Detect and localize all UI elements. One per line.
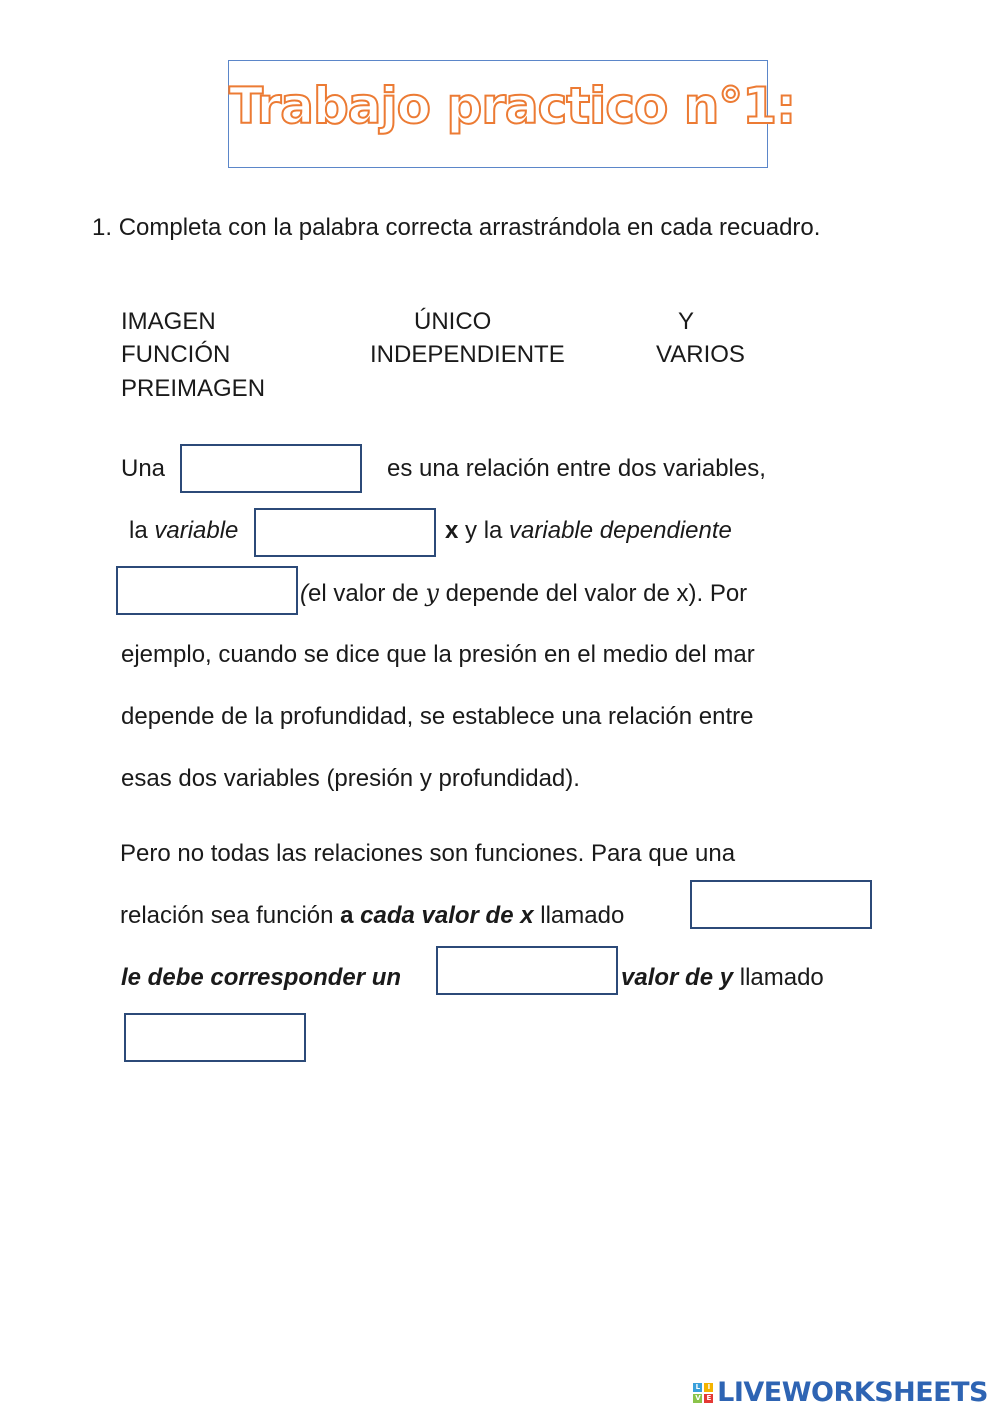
text-line: esas dos variables (presión y profundidad).	[121, 765, 580, 792]
text-line: (el valor de y depende del valor de x). Por	[300, 579, 748, 607]
text-line: Una	[121, 455, 166, 482]
liveworksheets-logo	[693, 1377, 988, 1408]
drop-box-4[interactable]	[690, 880, 872, 929]
instruction-text: Completa con la palabra correcta arrastrándola en cada recuadro.	[118, 214, 821, 241]
word-bank-item[interactable]: PREIMAGEN	[121, 375, 266, 402]
drop-box-6[interactable]	[124, 1013, 306, 1062]
word-bank-item[interactable]: INDEPENDIENTE	[370, 341, 565, 368]
text-line: es una relación entre dos variables,	[387, 455, 766, 482]
logo-grid-icon: L I V E	[693, 1383, 713, 1403]
title-box	[228, 60, 796, 168]
text-line: relación sea función a cada valor de x llamado	[120, 902, 625, 929]
text-line: le debe corresponder un	[121, 964, 402, 991]
drop-box-5[interactable]	[436, 946, 618, 995]
text-line: x y la variable dependiente	[445, 517, 732, 544]
text-line: depende de la profundidad, se establece una relación entre	[121, 703, 754, 730]
text-line: valor de y llamado	[621, 964, 824, 991]
instruction-number: 1.	[92, 214, 113, 241]
word-bank-item[interactable]: IMAGEN	[121, 308, 216, 335]
worksheet-title: Trabajo practico n°1:	[229, 77, 796, 135]
brand-name: LIVEWORKSHEETS	[717, 1377, 988, 1408]
text-line: la variable	[129, 517, 239, 544]
word-bank-item[interactable]: ÚNICO	[414, 308, 492, 335]
drop-box-2[interactable]	[254, 508, 436, 557]
word-bank-item[interactable]: VARIOS	[656, 341, 745, 368]
text-line: ejemplo, cuando se dice que la presión en el medio del mar	[121, 641, 755, 668]
word-bank-item[interactable]: Y	[678, 308, 695, 335]
drop-box-1[interactable]	[180, 444, 362, 493]
instruction	[92, 216, 820, 240]
drop-box-3[interactable]	[116, 566, 298, 615]
text-line: Pero no todas las relaciones son funciones. Para que una	[120, 840, 736, 867]
word-bank-item[interactable]: FUNCIÓN	[121, 341, 231, 368]
